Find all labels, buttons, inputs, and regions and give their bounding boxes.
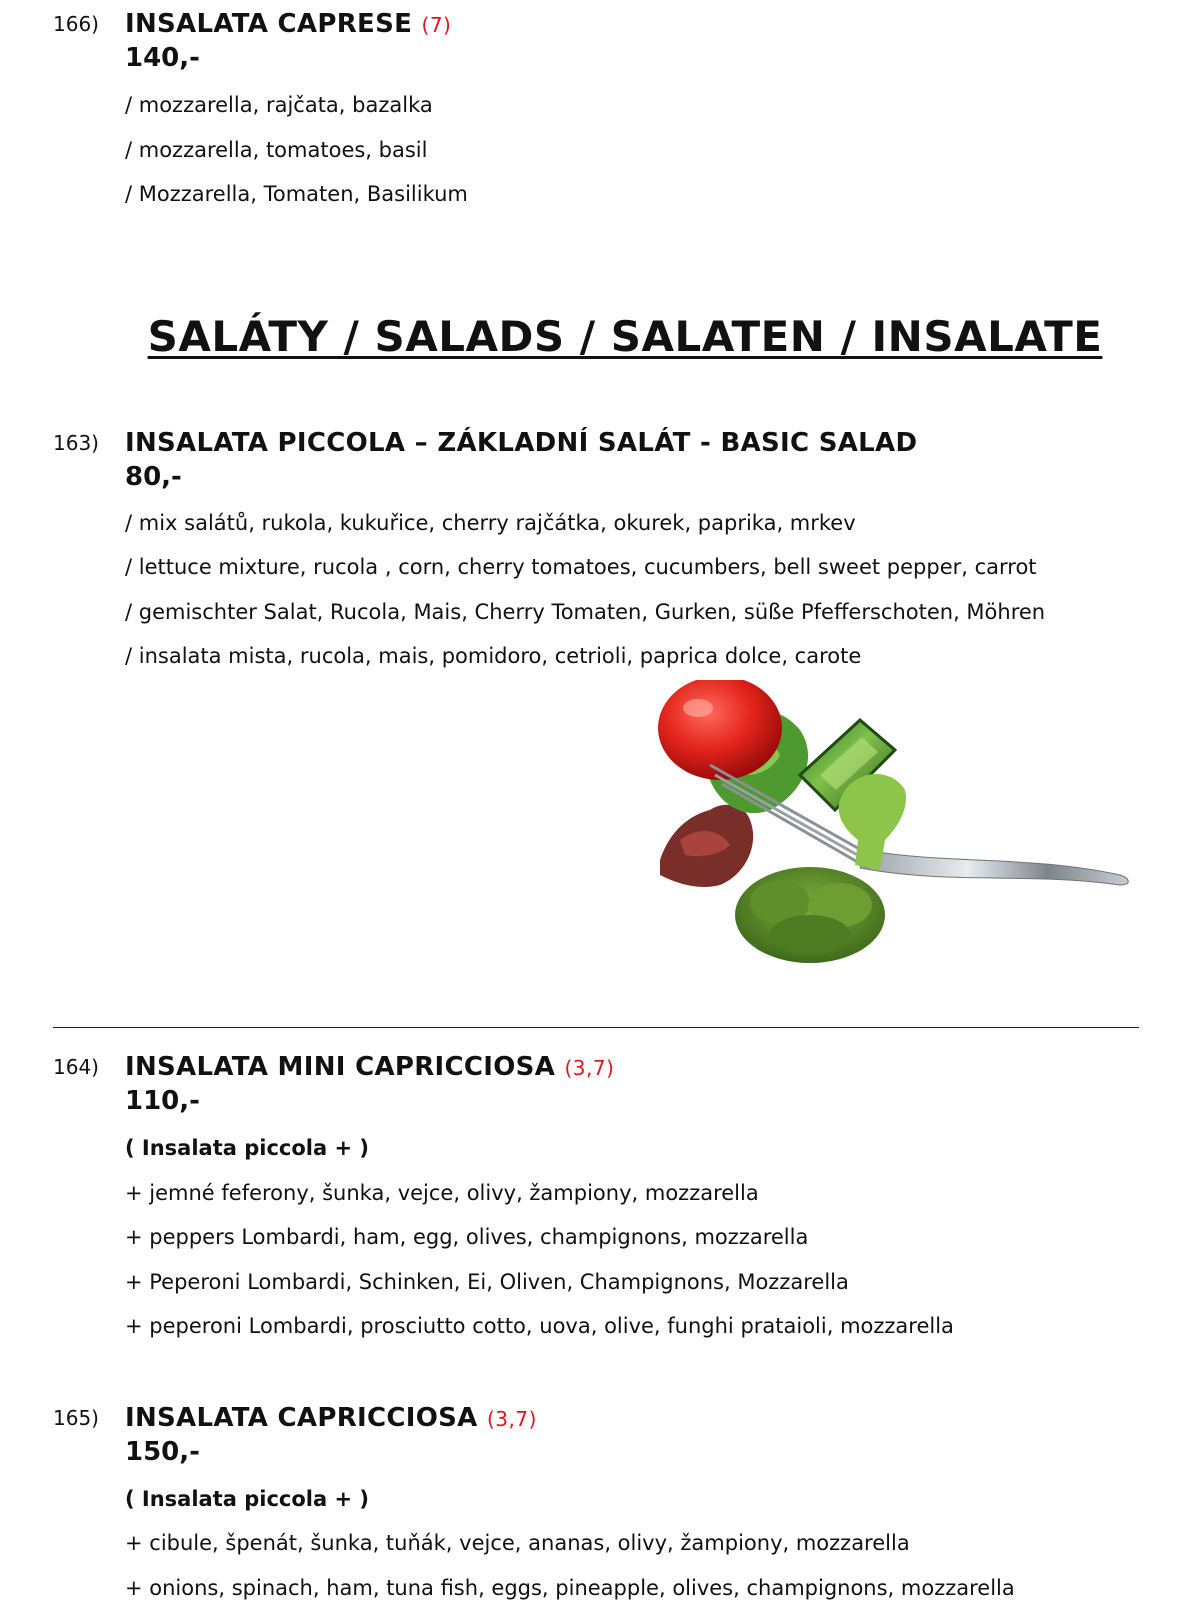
ingredients-line: / gemischter Salat, Rucola, Mais, Cherry Tomaten, Gurken, süße Pfefferschoten, Möhren (125, 600, 1046, 624)
ingredients-line: / lettuce mixture, rucola , corn, cherry tomatoes, cucumbers, bell sweet pepper, carrot (125, 555, 1037, 579)
item-price: 110,- (125, 1086, 200, 1116)
item-number: 166) (53, 12, 99, 36)
ingredients-line: + cibule, špenát, šunka, tuňák, vejce, ananas, olivy, žampiony, mozzarella (125, 1531, 910, 1555)
item-name: INSALATA PICCOLA – ZÁKLADNÍ SALÁT - BASIC SALAD (125, 428, 918, 458)
item-price: 80,- (125, 462, 182, 492)
item-number: 163) (53, 431, 99, 455)
item-name: INSALATA MINI CAPRICCIOSA (125, 1052, 556, 1082)
item-name: INSALATA CAPRESE (125, 9, 413, 39)
salad-fork-image (650, 680, 1150, 985)
ingredients-line: / Mozzarella, Tomaten, Basilikum (125, 182, 468, 206)
item-title (125, 9, 451, 40)
allergen-codes: (3,7) (564, 1056, 615, 1080)
item-price: 140,- (125, 43, 200, 73)
ingredients-line: + jemné feferony, šunka, vejce, olivy, žampiony, mozzarella (125, 1181, 759, 1205)
ingredients-line: + peperoni Lombardi, prosciutto cotto, uova, olive, funghi prataioli, mozzarella (125, 1314, 954, 1338)
ingredients-line: / mozzarella, rajčata, bazalka (125, 93, 433, 117)
item-title (125, 428, 917, 458)
ingredients-line: / mix salátů, rukola, kukuřice, cherry rajčátka, okurek, paprika, mrkev (125, 511, 856, 535)
section-heading: SALÁTY / SALADS / SALATEN / INSALATE (147, 312, 1103, 361)
ingredients-line: / mozzarella, tomatoes, basil (125, 138, 428, 162)
ingredients-line: + onions, spinach, ham, tuna fish, eggs, pineapple, olives, champignons, mozzarella (125, 1576, 1015, 1600)
item-number: 164) (53, 1055, 99, 1079)
allergen-codes: (7) (421, 13, 452, 37)
section-divider (53, 1027, 1139, 1028)
ingredients-line: / insalata mista, rucola, mais, pomidoro, cetrioli, paprica dolce, carote (125, 644, 862, 668)
ingredients-line: + Peperoni Lombardi, Schinken, Ei, Oliven, Champignons, Mozzarella (125, 1270, 849, 1294)
item-title (125, 1052, 614, 1083)
allergen-codes: (3,7) (486, 1407, 537, 1431)
item-name: INSALATA CAPRICCIOSA (125, 1403, 478, 1433)
item-price: 150,- (125, 1437, 200, 1467)
base-salad-note: ( Insalata piccola + ) (125, 1487, 369, 1511)
ingredients-line: + peppers Lombardi, ham, egg, olives, champignons, mozzarella (125, 1225, 809, 1249)
item-number: 165) (53, 1406, 99, 1430)
base-salad-note: ( Insalata piccola + ) (125, 1136, 369, 1160)
item-title (125, 1403, 537, 1434)
